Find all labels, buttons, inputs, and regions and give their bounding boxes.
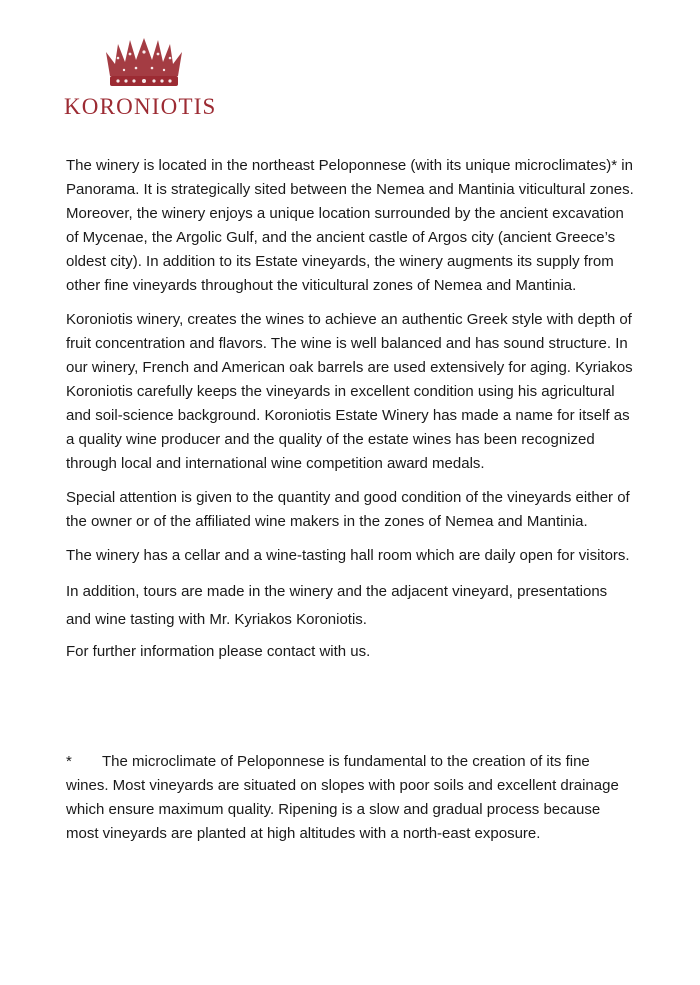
paragraph-location: The winery is located in the northeast Peloponnese (with its unique microclimates)* in Panorama. It is strategically sited between the Nemea and Mantinia viticultural zones. Moreover, the winery enjoys a unique location surrounded by the ancient excavation of Mycenae, the Argolic Gulf, and the ancient castle of Argos city (ancient Greece’s oldest city). In addition to its Estate vineyards, the winery augments its supply from other fine vineyards throughout the viticultural zones of Nemea and Mantinia. xyxy=(66,157,634,294)
footnote-text: The microclimate of Peloponnese is fundamental to the creation of its fine wines. Most vineyards are situated on slopes with poor soils and excellent drainage which ensure maximum quality. Ripening is a slow and gradual process because most vineyards are planted at high altitudes with a north-east exposure. xyxy=(66,753,619,842)
crown-icon xyxy=(106,38,182,90)
paragraph-winemaking: Koroniotis winery, creates the wines to achieve an authentic Greek style with depth of fruit concentration and flavors. The wine is well balanced and has sound structure. In our winery, French and American oak barrels are used extensively for aging. Kyriakos Koroniotis carefully keeps the vineyards in excellent condition using his agricultural and soil-science background. Koroniotis Estate Winery has made a name for itself as a quality wine producer and the quality of the estate wines has been recognized through local and international wine competition award medals. xyxy=(66,311,633,472)
footnote xyxy=(66,750,636,846)
brand-logo xyxy=(64,38,224,122)
paragraph-contact: For further information please contact with us. xyxy=(66,643,371,660)
footnote-marker: * xyxy=(66,753,72,770)
paragraph-vineyards: Special attention is given to the quantity and good condition of the vineyards either of the owner or of the affiliated wine makers in the zones of Nemea and Mantinia. xyxy=(66,489,630,530)
paragraph-cellar: The winery has a cellar and a wine-tasting hall room which are daily open for visitors. xyxy=(66,547,630,564)
brand-name: KORONIOTIS xyxy=(64,94,217,119)
body-text xyxy=(66,154,636,674)
paragraph-tours: In addition, tours are made in the winery and the adjacent vineyard, presentations and wine tasting with Mr. Kyriakos Koroniotis. xyxy=(66,583,608,628)
